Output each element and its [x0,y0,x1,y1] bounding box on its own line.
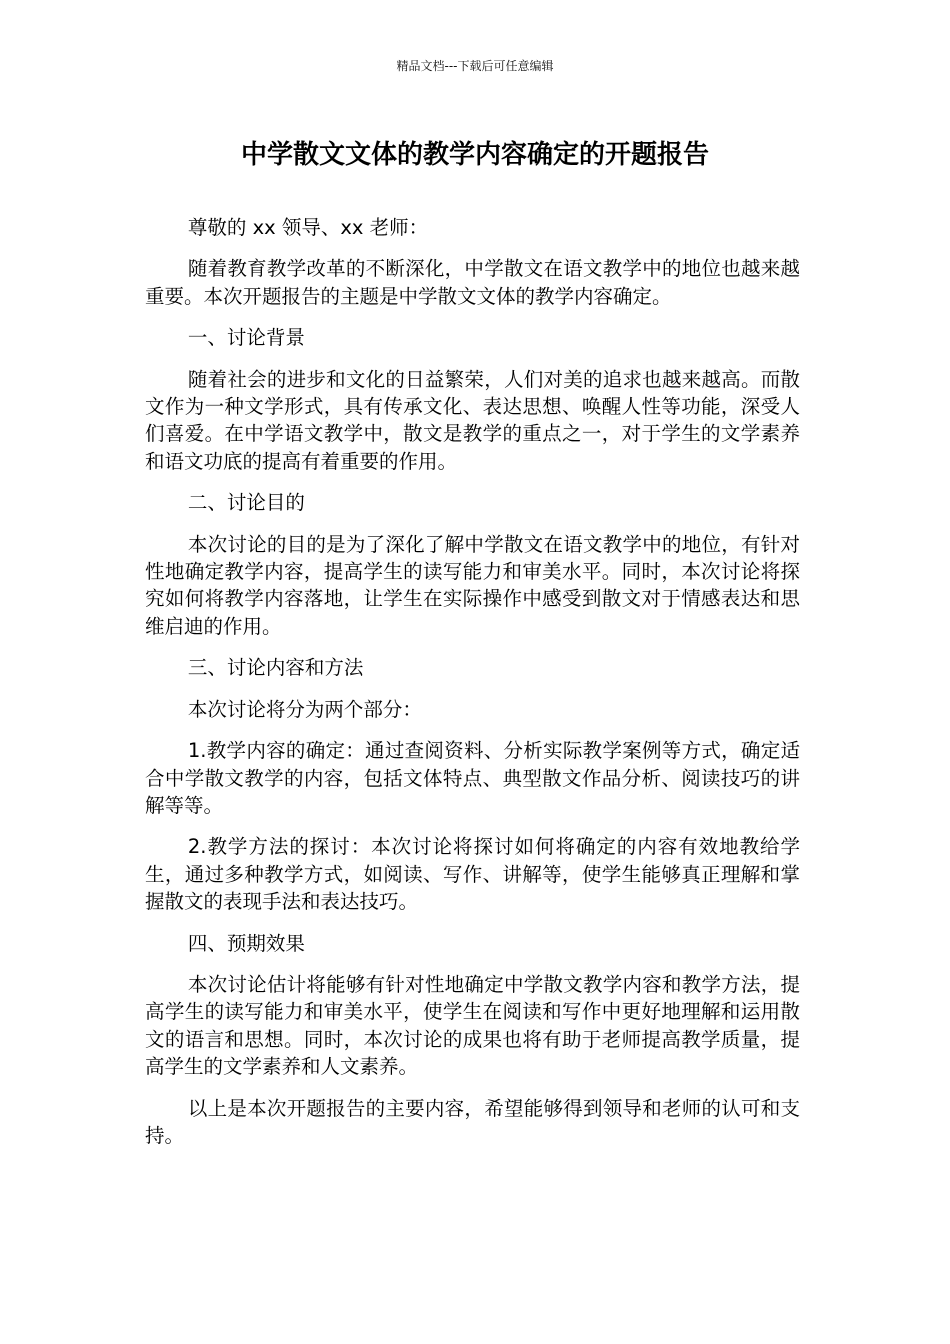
section-heading-background: 一、讨论背景 [187,326,305,350]
list-item-content: 1.教学内容的确定：通过查阅资料、分析实际教学案例等方式，确定适合中学散文教学的内容，包括文体特点、典型散文作品分析、阅读技巧的讲解等等。 [145,739,800,817]
section-heading-expected-effect: 四、预期效果 [187,931,305,955]
intro-paragraph: 随着教育教学改革的不断深化，中学散文在语文教学中的地位也越来越重要。本次开题报告的主题是中学散文文体的教学内容确定。 [145,257,800,308]
closing-paragraph: 以上是本次开题报告的主要内容，希望能够得到领导和老师的认可和支持。 [145,1096,800,1147]
header-note: 精品文档---下载后可任意编辑 [396,59,554,73]
background-paragraph: 随着社会的进步和文化的日益繁荣，人们对美的追求也越来越高。而散文作为一种文学形式，具有传承文化、表达思想、唤醒人性等功能，深受人们喜爱。在中学语文教学中，散文是教学的重点之一，对于学生的文学素养和语文功底的提高有着重要的作用。 [145,367,800,473]
document-body [145,214,800,1163]
section-heading-purpose: 二、讨论目的 [187,491,305,515]
parts-intro-paragraph: 本次讨论将分为两个部分： [187,697,422,721]
section-heading-content-method: 三、讨论内容和方法 [187,656,364,680]
salutation: 尊敬的 xx 领导、xx 老师： [187,216,429,239]
document-title: 中学散文文体的教学内容确定的开题报告 [240,140,709,170]
list-item-method: 2.教学方法的探讨：本次讨论将探讨如何将确定的内容有效地教给学生，通过多种教学方式，如阅读、写作、讲解等，使学生能够真正理解和掌握散文的表现手法和表达技巧。 [145,835,800,914]
purpose-paragraph: 本次讨论的目的是为了深化了解中学散文在语文教学中的地位，有针对性地确定教学内容，提高学生的读写能力和审美水平。同时，本次讨论将探究如何将教学内容落地，让学生在实际操作中感受到散文对于情感表达和思维启迪的作用。 [145,532,800,638]
expected-effect-paragraph: 本次讨论估计将能够有针对性地确定中学散文教学内容和教学方法，提高学生的读写能力和审美水平，使学生在阅读和写作中更好地理解和运用散文的语言和思想。同时，本次讨论的成果也将有助于老师提高教学质量，提高学生的文学素养和人文素养。 [145,972,800,1079]
